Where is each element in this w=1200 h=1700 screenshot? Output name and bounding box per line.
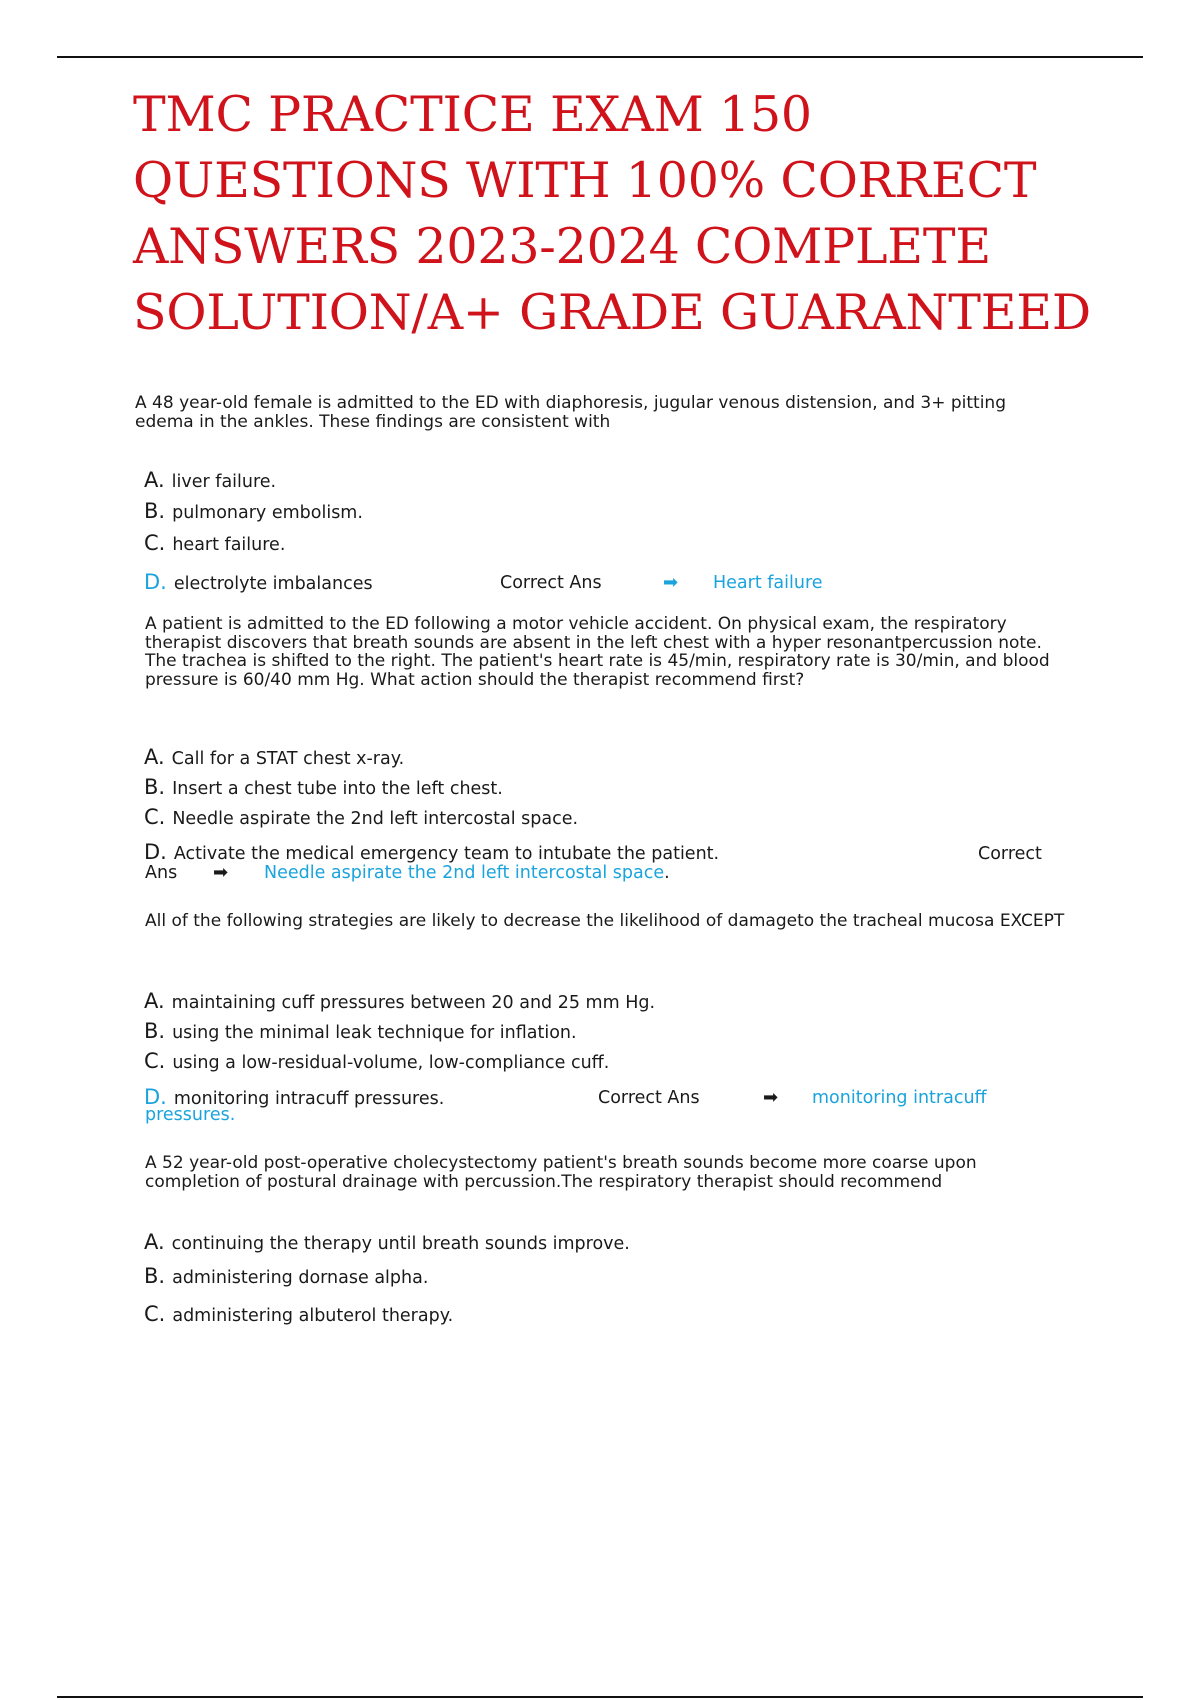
option-letter: A.: [144, 468, 165, 492]
page-title: TMC PRACTICE EXAM 150 QUESTIONS WITH 100% CORRECT ANSWERS 2023-2024 COMPLETE SOLUTION/A+ GRADE GUARANTEED: [133, 86, 1091, 341]
option-letter: B.: [144, 1019, 166, 1043]
question-1-option-c[interactable]: [144, 532, 285, 556]
option-letter: D.: [144, 1085, 167, 1109]
question-2-option-b[interactable]: [144, 776, 503, 800]
question-1-correct-label: Correct Ans: [500, 573, 602, 593]
option-letter: C.: [144, 531, 166, 555]
question-2-answer: [264, 862, 670, 884]
option-letter: A.: [144, 745, 165, 769]
option-letter: A.: [144, 989, 165, 1013]
question-1-answer: Heart failure: [713, 573, 823, 593]
option-text: using the minimal leak technique for inflation.: [172, 1023, 577, 1043]
option-letter: C.: [144, 805, 166, 829]
option-text: monitoring intracuff pressures.: [173, 1089, 445, 1109]
answer-period: .: [664, 863, 670, 883]
option-letter: D.: [144, 840, 167, 864]
option-text: liver failure.: [171, 472, 277, 492]
option-text: heart failure.: [172, 535, 286, 555]
option-text: Needle aspirate the 2nd left intercostal space.: [172, 809, 579, 829]
option-text: maintaining cuff pressures between 20 and 25 mm Hg.: [171, 993, 656, 1013]
question-1-option-d[interactable]: [144, 571, 373, 595]
question-3-option-b[interactable]: [144, 1020, 577, 1044]
option-letter: B.: [144, 1264, 166, 1288]
option-letter: B.: [144, 775, 166, 799]
option-letter: A.: [144, 1230, 165, 1254]
question-3-text: All of the following strategies are likely to decrease the likelihood of damageto the tracheal mucosa EXCEPT: [145, 911, 1065, 931]
option-letter: B.: [144, 499, 166, 523]
question-4-option-b[interactable]: [144, 1265, 428, 1289]
option-text: Insert a chest tube into the left chest.: [172, 779, 503, 799]
answer-text: Needle aspirate the 2nd left intercostal space: [264, 863, 665, 883]
question-3-answer-line-1: monitoring intracuff: [812, 1088, 987, 1108]
question-3-answer-line-2: pressures.: [145, 1105, 236, 1125]
top-rule: [57, 56, 1143, 58]
question-4-option-a[interactable]: [144, 1231, 630, 1255]
question-2-ans-label: Ans: [145, 863, 178, 883]
option-text: Activate the medical emergency team to intubate the patient.: [173, 844, 720, 864]
option-text: pulmonary embolism.: [172, 503, 363, 523]
question-2-correct-label: Correct: [978, 844, 1042, 864]
option-text: electrolyte imbalances: [173, 574, 373, 594]
question-2-text: A patient is admitted to the ED following a motor vehicle accident. On physical exam, the respiratory therapist discovers that breath sounds are absent in the left chest with a hyper resonantpercussion note. The trachea is shifted to the right. The patient's heart rate is 45/min, respiratory rate is 30/min, and blood pressure is 60/40 mm Hg. What action should the therapist recommend first?: [145, 614, 1050, 690]
option-text: administering dornase alpha.: [172, 1268, 429, 1288]
option-text: continuing the therapy until breath sounds improve.: [171, 1234, 630, 1254]
question-3-correct-label: Correct Ans: [598, 1088, 700, 1108]
question-3-option-a[interactable]: [144, 990, 655, 1014]
question-1-option-a[interactable]: [144, 469, 276, 493]
option-letter: C.: [144, 1049, 166, 1073]
bottom-rule: [57, 1696, 1143, 1698]
question-2-option-c[interactable]: [144, 806, 578, 830]
option-letter: C.: [144, 1302, 166, 1326]
option-text: Call for a STAT chest x-ray.: [171, 749, 405, 769]
question-4-text: A 52 year-old post-operative cholecystectomy patient's breath sounds become more coarse upon completion of postural drainage with percussion.The respiratory therapist should recommend: [145, 1153, 977, 1192]
question-1-text: A 48 year-old female is admitted to the ED with diaphoresis, jugular venous distension, and 3+ pitting edema in the ankles. These findings are consistent with: [135, 393, 1006, 432]
question-1-option-b[interactable]: [144, 500, 363, 524]
arrow-right-icon: ➡: [663, 572, 679, 593]
arrow-right-icon: ➡: [213, 862, 229, 883]
question-2-option-a[interactable]: [144, 746, 404, 770]
question-4-option-c[interactable]: [144, 1303, 453, 1327]
arrow-right-icon: ➡: [763, 1087, 779, 1108]
option-text: using a low-residual-volume, low-compliance cuff.: [172, 1053, 610, 1073]
option-text: administering albuterol therapy.: [172, 1306, 454, 1326]
question-3-option-c[interactable]: [144, 1050, 609, 1074]
option-letter: D.: [144, 570, 167, 594]
